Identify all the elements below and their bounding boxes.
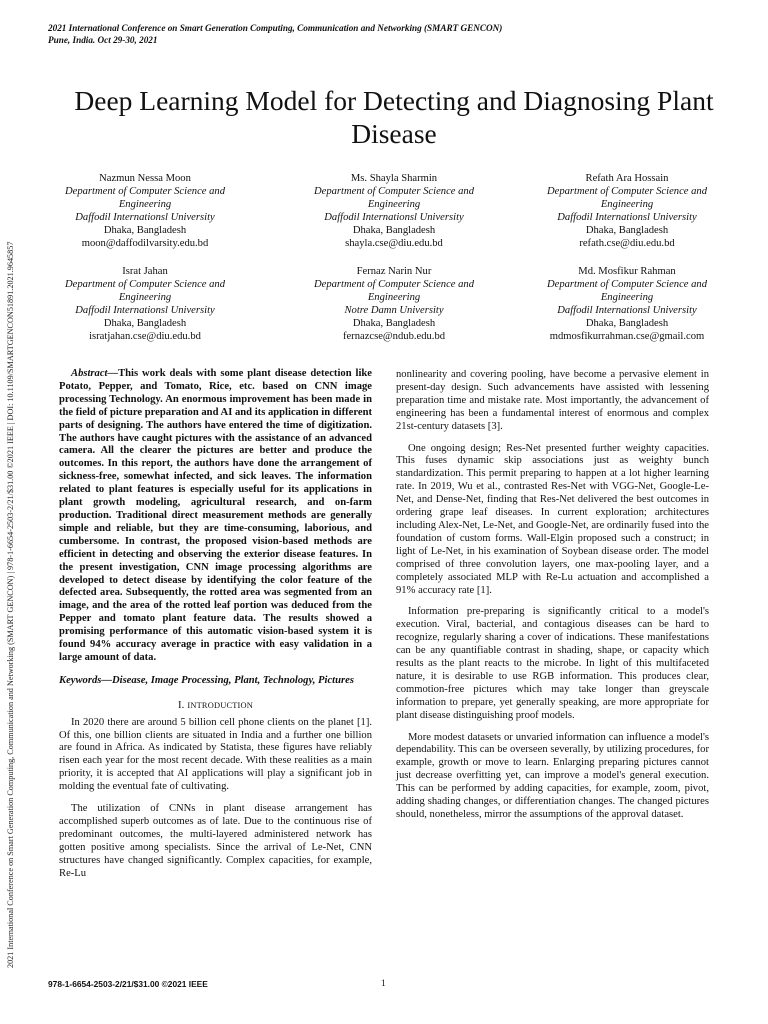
- page-number: 1: [381, 979, 386, 989]
- author-email[interactable]: isratjahan.cse@diu.edu.bd: [89, 331, 201, 342]
- paper-title: Deep Learning Model for Detecting and Diagnosing Plant Disease: [74, 85, 714, 150]
- author-university: Daffodil Internationsl University: [324, 212, 464, 223]
- author-name: Israt Jahan: [122, 266, 168, 277]
- author-university: Daffodil Internationsl University: [75, 212, 215, 223]
- footer-copyright: 978-1-6654-2503-2/21/$31.00 ©2021 IEEE: [48, 979, 208, 989]
- author-card: [289, 172, 499, 250]
- doi-sidebar: 2021 International Conference on Smart Generation Computing, Communication and Networking (SMART GENCON) | 978-1-6654-2503-2/21/$31.00 ©2021 IEEE | DOI: 10.1109/SMARTGENCON51891.2021.9645857: [6, 241, 15, 968]
- author-department: Department of Computer Science and Engineering: [64, 186, 226, 210]
- author-name: Fernaz Narin Nur: [356, 266, 432, 277]
- conference-name: 2021 International Conference on Smart Generation Computing, Communication and Networking (SMART GENCON): [48, 23, 503, 33]
- author-city: Dhaka, Bangladesh: [103, 318, 187, 329]
- author-university: Notre Damn University: [344, 305, 444, 316]
- author-department: Department of Computer Science and Engineering: [546, 186, 708, 210]
- body-paragraph: One ongoing design; Res-Net presented further weighty capacities. This fuses dynamic skip associations just as weighty bunch standardization. This permit preparing to happen at a lot higher learning rate. In 2019, Wu et al., contrasted Res-Net with VGG-Net, Google-Le-Net, and Dense-Net, finding that Res-Net delivered the best outcomes in ordering grape leaf diseases. In current exploration; architectures including Alex-Net, Le-Net, and Google-Net, are ordinarily fused into the foundation of custom forms. Wall-Elgin proposed such a construct; in light of Le-Net, in his examination of Soybean disease order. The model comprised of three convolution layers, one max-pooling layer, and a completely associated MLP with Re-Lu actuation and accomplished a 91% accuracy rate [1].: [396, 442, 710, 596]
- body-paragraph: In 2020 there are around 5 billion cell phone clients on the planet [1]. Of this, one billion clients are situated in India and a further one billion are found in Africa. As indicated by Statista, these figures have reliably risen each year for the most recent decade. With these realities as a main priority, it is accepted that AI applications will play a significant job in molding the eventual fate of cultivating.: [59, 716, 372, 793]
- section-title: INTRODUCTION: [187, 700, 254, 710]
- body-paragraph: nonlinearity and covering pooling, have become a pervasive element in present-day design. Such advancements have assisted with lessening preparation time and mistake rate. Most importantly, the advancement of engineering has been a fundamental interest of enormous and complex 21st-century datasets [3].: [396, 369, 709, 432]
- abstract-label: Abstract—: [71, 368, 119, 379]
- section-number: I.: [177, 699, 185, 711]
- author-card: [40, 265, 250, 343]
- author-card: [289, 265, 499, 343]
- author-university: Daffodil Internationsl University: [75, 305, 215, 316]
- section-heading: [59, 700, 372, 713]
- author-city: Dhaka, Bangladesh: [352, 225, 436, 236]
- conference-location: Pune, India. Oct 29-30, 2021: [48, 35, 158, 45]
- author-city: Dhaka, Bangladesh: [585, 225, 669, 236]
- author-card: [522, 172, 732, 250]
- author-university: Daffodil Internationsl University: [557, 305, 697, 316]
- author-name: Refath Ara Hossain: [585, 173, 669, 184]
- keywords: Keywords—Disease, Image Processing, Plant, Technology, Pictures: [59, 674, 354, 686]
- author-department: Department of Computer Science and Engineering: [313, 279, 475, 303]
- abstract-text: This work deals with some plant disease detection like Potato, Pepper, and Tomato, Rice, etc. based on CNN image processing Technology. An enormous improvement has been made in the field of picture preparation and AI and its application in different parts of designing. The authors have entered the time of digitization. The authors have caught pictures with the assistance of an advanced camera. All the clearer the pictures are better and produce the outcomes. In this report, the authors have done the arrangement of sickness-free, somewhat infected, and sick leaves. The information related to plant features is especially useful for its applications in plant growth modeling, agricultural research, and on-farm production. Traditional direct measurement methods are generally simple and reliable, but they are time-consuming, laborious, and cumbersome. In contrast, the proposed vision-based methods are efficient in detecting and observing the exterior disease features. In the present investigation, CNN image processing algorithms are developed to detect disease by identifying the color feature of the defected area. Subsequently, the rotted area was segmented from an image, and the area of the rotted leaf portion was deduced from the Pepper and tomato plant feature data. The results showed a promising performance of this automatic vision-based system it is found 94% accuracy average in practice with easy validation in a large amount of data.: [59, 368, 372, 663]
- author-name: Ms. Shayla Sharmin: [350, 173, 438, 184]
- body-paragraph: The utilization of CNNs in plant disease arrangement has accomplished superb outcomes as of late. Due to the continuous rise of predominant outcomes, the multi-layered administered network has gotten positive among specialists. Since the arrival of Le-Net, CNN structures have changed significantly. Complex capacities, for example, Re-Lu: [59, 803, 372, 879]
- author-email[interactable]: moon@daffodilvarsity.edu.bd: [81, 238, 209, 249]
- author-department: Department of Computer Science and Engineering: [313, 186, 475, 210]
- author-email[interactable]: refath.cse@diu.edu.bd: [579, 238, 675, 249]
- author-email[interactable]: shayla.cse@diu.edu.bd: [345, 238, 443, 249]
- author-department: Department of Computer Science and Engineering: [64, 279, 226, 303]
- author-city: Dhaka, Bangladesh: [585, 318, 669, 329]
- conference-header: [48, 22, 502, 46]
- body-paragraph: More modest datasets or unvaried information can influence a model's dependability. This can be overseen severally, by utilizing procedures, for example, growth or move to learn. Enlarging preparing pictures cannot just decrease overfitting yet, can improve a model's general execution. This can be performed by adding capacities, for example, zoom, pivot, adding shading changes, or differentiation changes. The changed pictures should, nonetheless, mirror the assumptions of the approval dataset.: [396, 731, 709, 820]
- author-city: Dhaka, Bangladesh: [352, 318, 436, 329]
- abstract: [59, 368, 372, 665]
- author-city: Dhaka, Bangladesh: [103, 225, 187, 236]
- author-department: Department of Computer Science and Engineering: [546, 279, 708, 303]
- author-university: Daffodil Internationsl University: [557, 212, 697, 223]
- left-column: [59, 368, 372, 890]
- author-card: [40, 172, 250, 250]
- author-email[interactable]: fernazcse@ndub.edu.bd: [342, 331, 446, 342]
- author-name: Nazmun Nessa Moon: [99, 173, 191, 184]
- body-paragraph: Information pre-preparing is significantly critical to a model's execution. Viral, bacterial, and contagious diseases can be hard to recognize, regularly sharing a cover of indications. These manifestations can be any quantifiable contrast in shading, shape, or capacity which results as the plant reacts to the microbe. In light of this multifaceted nature, it is desirable to use RGB information. This produces clear, commotion-free pictures which may take longer than greyscale information to prepare, yet generally speaking, are more appropriate for plant disease distinguishing proof models.: [396, 606, 709, 721]
- author-email[interactable]: mdmosfikurrahman.cse@gmail.com: [549, 331, 705, 342]
- author-card: [522, 265, 732, 343]
- right-column: [396, 369, 709, 831]
- author-name: Md. Mosfikur Rahman: [578, 266, 676, 277]
